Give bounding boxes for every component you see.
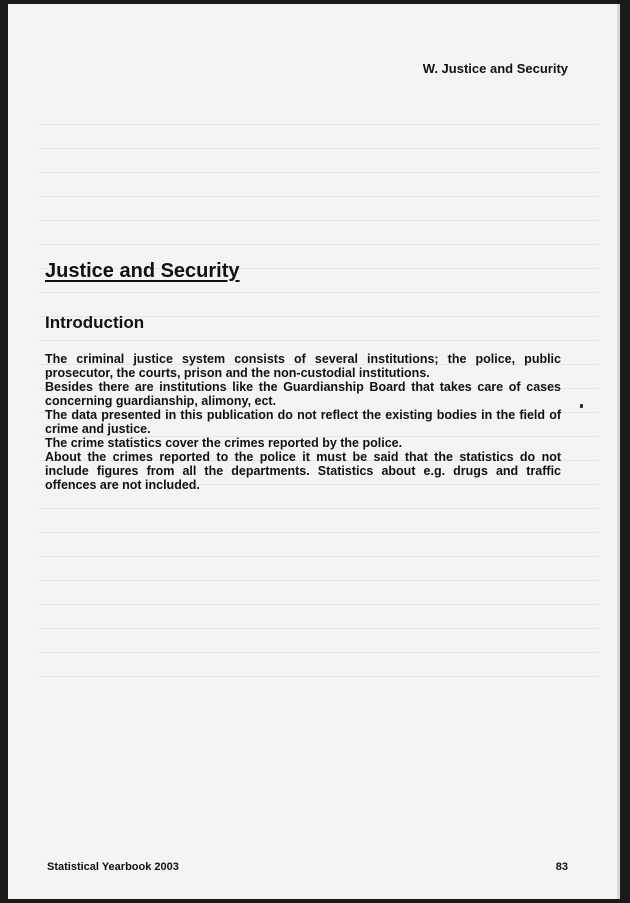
- section-header: W. Justice and Security: [422, 61, 568, 76]
- paragraph: The criminal justice system consists of several institutions; the police, public prosecutor, the courts, prison and the non-custodial institutions.: [45, 352, 561, 380]
- page-edge-shadow: [617, 4, 620, 899]
- section-subtitle: Introduction: [45, 313, 145, 332]
- scan-speck: [580, 404, 583, 408]
- paragraph: Besides there are institutions like the Guardianship Board that takes care of cases concerning guardianship, alimony, ect.: [45, 380, 561, 408]
- paragraph: The data presented in this publication do not reflect the existing bodies in the field of crime and justice.: [45, 408, 561, 436]
- intro-body: [45, 352, 561, 492]
- page-title: Justice and Security: [45, 260, 240, 282]
- document-page: [8, 4, 620, 899]
- footer-publication: Statistical Yearbook 2003: [47, 861, 179, 873]
- footer-page-number: 83: [555, 861, 568, 873]
- paragraph: The crime statistics cover the crimes reported by the police.: [45, 436, 403, 450]
- paragraph: About the crimes reported to the police it must be said that the statistics do not include figures from all the departments. Statistics about e.g. drugs and traffic offences are not included.: [45, 450, 561, 492]
